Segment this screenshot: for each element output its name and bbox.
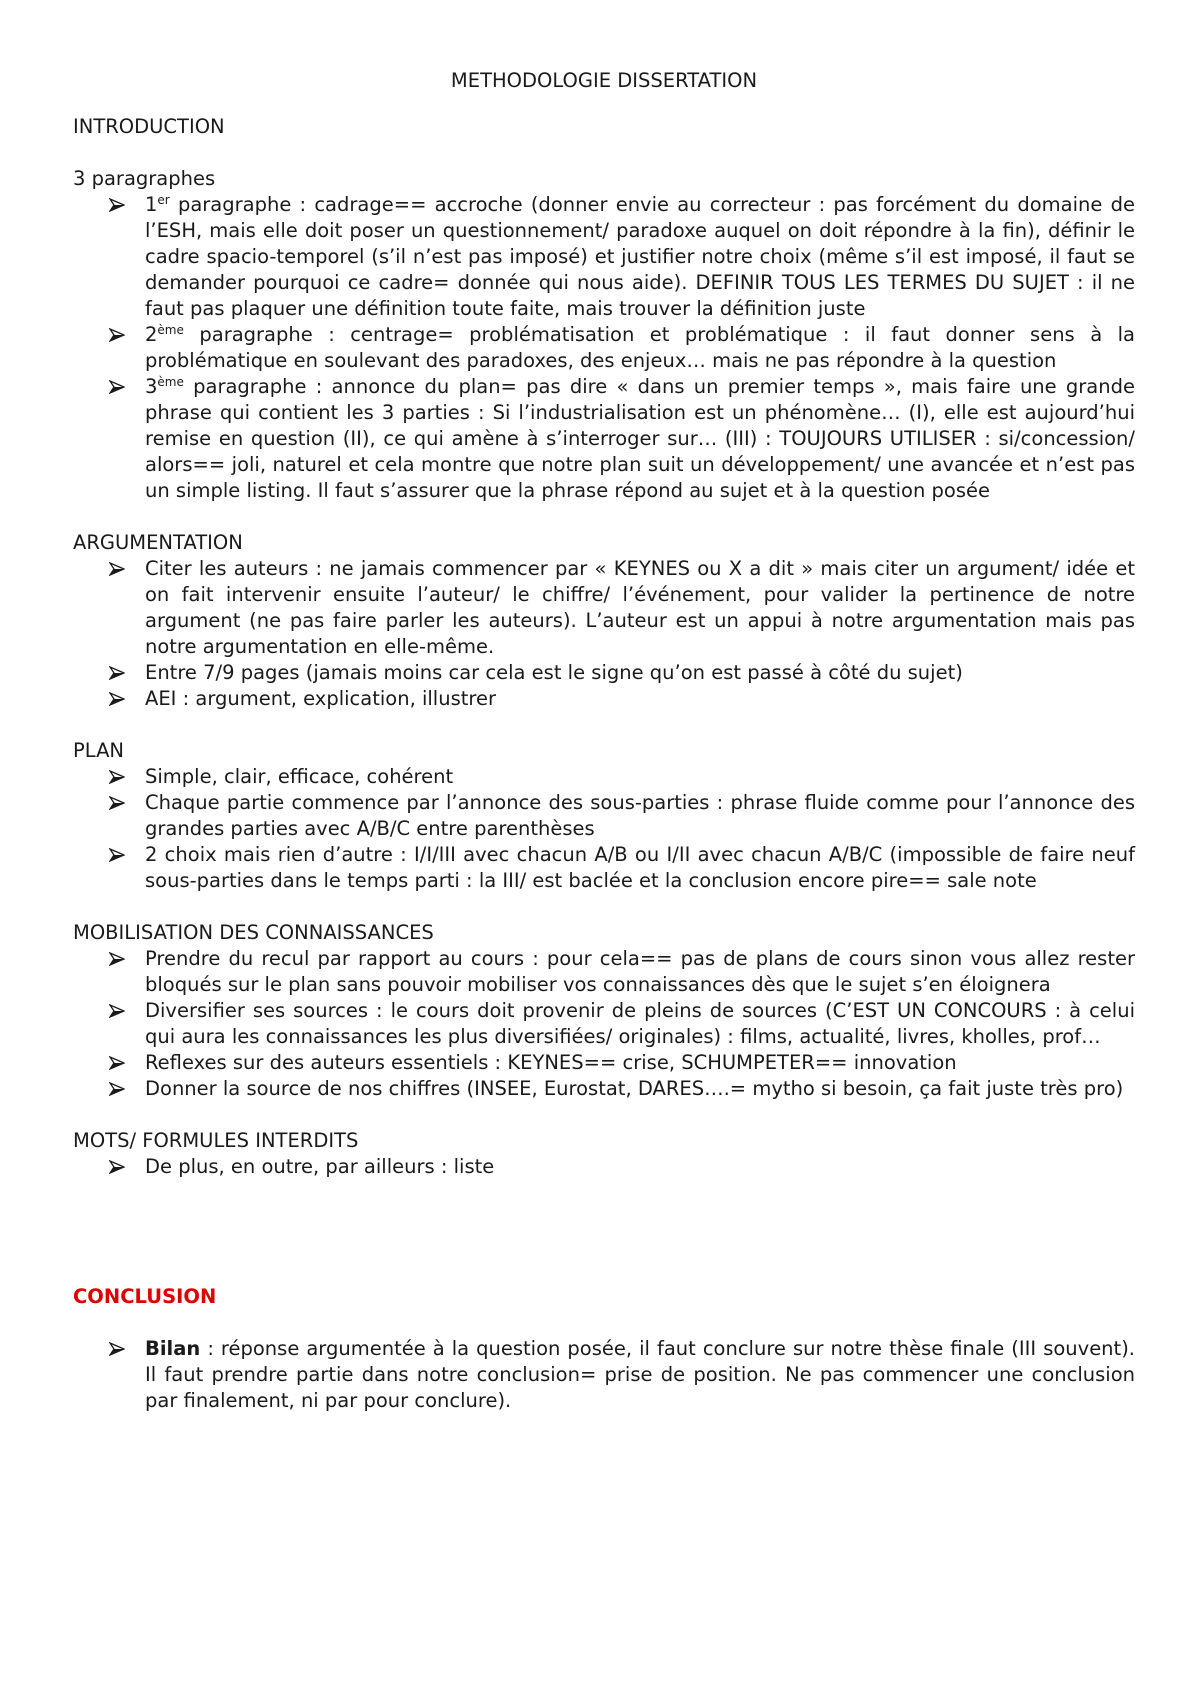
mots-interdits-heading: MOTS/ FORMULES INTERDITS	[73, 1129, 359, 1152]
argumentation-list	[73, 556, 1135, 712]
introduction-list	[73, 192, 1135, 504]
item-text: Prendre du recul par rapport au cours : pour cela== pas de plans de cours sinon vous allez rester bloqués sur le plan sans pouvoir mobiliser vos connaissances dès que le sujet s’en éloignera	[145, 947, 1135, 996]
item-text: Donner la source de nos chiffres (INSEE, Eurostat, DARES….= mytho si besoin, ça fait juste très pro)	[145, 1077, 1124, 1100]
list-item	[73, 660, 1135, 686]
conclusion-list	[73, 1336, 1135, 1414]
arrow-bullet-icon	[109, 556, 129, 582]
arrow-bullet-icon	[109, 1336, 129, 1362]
item-text: Chaque partie commence par l’annonce des sous-parties : phrase fluide comme pour l’annonce des grandes parties avec A/B/C entre parenthèses	[145, 791, 1135, 840]
list-item	[73, 1076, 1135, 1102]
item-text: paragraphe : centrage= problématisation et problématique : il faut donner sens à la problématique en soulevant des paradoxes, des enjeux… mais ne pas répondre à la question	[145, 323, 1135, 372]
mots-interdits-list	[73, 1154, 1135, 1180]
list-item	[73, 1154, 1135, 1180]
arrow-bullet-icon	[109, 686, 129, 712]
list-item	[73, 998, 1135, 1050]
argumentation-heading: ARGUMENTATION	[73, 531, 243, 554]
item-text: Citer les auteurs : ne jamais commencer par « KEYNES ou X a dit » mais citer un argument/ idée et on fait intervenir ensuite l’auteur/ le chiffre/ l’événement, pour valider la pertinence de notre argument (ne pas faire parler les auteurs). L’auteur est un appui à notre argumentation mais pas notre argumentation en elle-même.	[145, 557, 1135, 658]
list-item	[73, 374, 1135, 504]
item-text: paragraphe : annonce du plan= pas dire « dans un premier temps », mais faire une grande phrase qui contient les 3 parties : Si l’industrialisation est un phénomène… (I), elle est aujourd’hui remise en question (II), ce qui amène à s’interroger sur… (III) : TOUJOURS UTILISER : si/concession/ alors== joli, naturel et cela montre que notre plan suit un développement/ une avancée et n’est pas un simple listing. Il faut s’assurer que la phrase répond au sujet et à la question posée	[145, 375, 1135, 502]
item-text: De plus, en outre, par ailleurs : liste	[145, 1155, 495, 1178]
list-item	[73, 764, 1135, 790]
arrow-bullet-icon	[109, 1076, 129, 1102]
arrow-bullet-icon	[109, 374, 129, 400]
paragraph-number: 2	[145, 323, 158, 346]
item-text: AEI : argument, explication, illustrer	[145, 687, 496, 710]
list-item	[73, 1336, 1135, 1414]
list-item	[73, 192, 1135, 322]
list-item	[73, 322, 1135, 374]
mobilisation-heading: MOBILISATION DES CONNAISSANCES	[73, 921, 434, 944]
item-text: : réponse argumentée à la question posée, il faut conclure sur notre thèse finale (III souvent). Il faut prendre partie dans notre conclusion= prise de position. Ne pas commencer une conclusion par finalement, ni par pour conclure).	[145, 1337, 1135, 1412]
arrow-bullet-icon	[109, 1154, 129, 1180]
ordinal-suffix: ème	[157, 323, 184, 337]
paragraph-number: 3	[145, 375, 158, 398]
document-page	[73, 68, 1135, 1414]
plan-list	[73, 764, 1135, 894]
item-text: paragraphe : cadrage== accroche (donner envie au correcteur : pas forcément du domaine de l’ESH, mais elle doit poser un questionnement/ paradoxe auquel on doit répondre à la fin), définir le cadre spacio-temporel (s’il n’est pas imposé) et justifier notre choix (même s’il est imposé, il faut se demander pourquoi ce cadre= donnée qui nous aide). DEFINIR TOUS LES TERMES DU SUJET : il ne faut pas plaquer une définition toute faite, mais trouver la définition juste	[145, 193, 1135, 320]
document-title: METHODOLOGIE DISSERTATION	[450, 69, 758, 92]
bilan-label: Bilan	[145, 1337, 201, 1360]
arrow-bullet-icon	[109, 998, 129, 1024]
arrow-bullet-icon	[109, 660, 129, 686]
list-item	[73, 686, 1135, 712]
arrow-bullet-icon	[109, 790, 129, 816]
paragraph-number: 1	[145, 193, 158, 216]
item-text: Reflexes sur des auteurs essentiels : KEYNES== crise, SCHUMPETER== innovation	[145, 1051, 957, 1074]
list-item	[73, 946, 1135, 998]
arrow-bullet-icon	[109, 764, 129, 790]
ordinal-suffix: ème	[157, 375, 184, 389]
list-item	[73, 790, 1135, 842]
item-text: Diversifier ses sources : le cours doit provenir de pleins de sources (C’EST UN CONCOURS : à celui qui aura les connaissances les plus diversifiées/ originales) : films, actualité, livres, kholles, prof…	[145, 999, 1135, 1048]
list-item	[73, 842, 1135, 894]
item-text: Entre 7/9 pages (jamais moins car cela est le signe qu’on est passé à côté du sujet)	[145, 661, 963, 684]
item-text: Simple, clair, efficace, cohérent	[145, 765, 454, 788]
plan-heading: PLAN	[73, 739, 124, 762]
arrow-bullet-icon	[109, 322, 129, 348]
item-text: 2 choix mais rien d’autre : I/I/III avec chacun A/B ou I/II avec chacun A/B/C (impossible de faire neuf sous-parties dans le temps parti : la III/ est baclée et la conclusion encore pire== sale note	[145, 843, 1135, 892]
conclusion-heading: CONCLUSION	[73, 1285, 217, 1308]
list-item	[73, 556, 1135, 660]
ordinal-suffix: er	[157, 193, 170, 207]
mobilisation-list	[73, 946, 1135, 1102]
list-item	[73, 1050, 1135, 1076]
introduction-subheading: 3 paragraphes	[73, 167, 216, 190]
introduction-heading: INTRODUCTION	[73, 115, 225, 138]
arrow-bullet-icon	[109, 1050, 129, 1076]
arrow-bullet-icon	[109, 192, 129, 218]
arrow-bullet-icon	[109, 842, 129, 868]
arrow-bullet-icon	[109, 946, 129, 972]
